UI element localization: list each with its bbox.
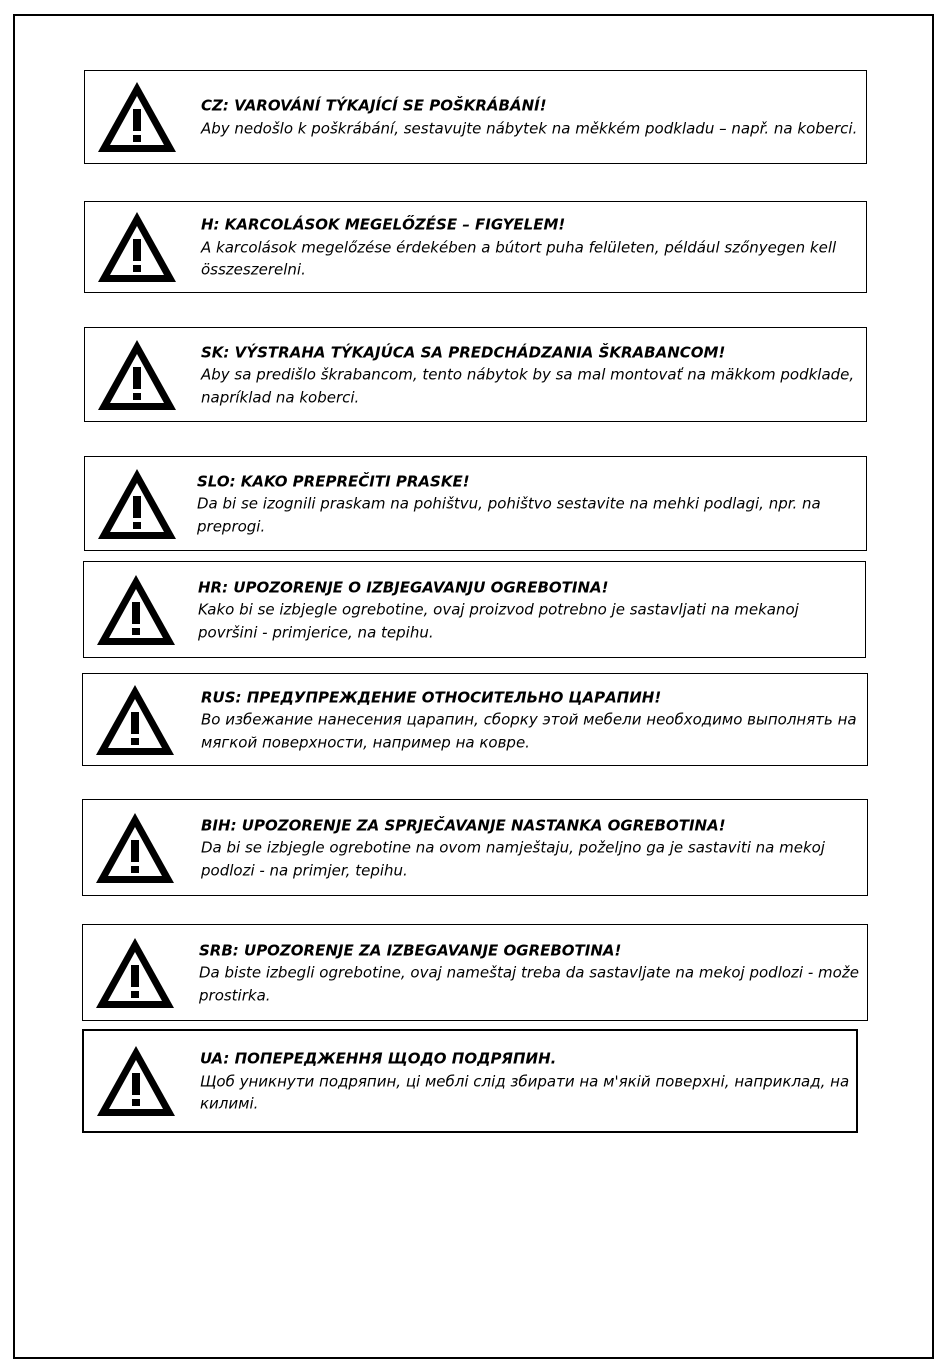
warning-text (201, 814, 859, 882)
warning-box-bih (82, 799, 868, 896)
warning-body: Во избежание нанесения царапин, сборку этой мебели необходимо выполнять на мягкой поверхности, например на ковре. (201, 710, 857, 751)
warning-body: Aby sa predišlo škrabancom, tento nábytok by sa mal montovať na mäkkom podklade, napríklad na koberci. (201, 365, 855, 406)
warning-title: H: KARCOLÁSOK MEGELŐZÉSE – FIGYELEM! (201, 215, 566, 234)
warning-box-sk (84, 327, 867, 422)
warning-triangle-icon (95, 337, 179, 413)
warning-text (201, 686, 863, 754)
warning-text (199, 939, 859, 1007)
warning-box-h (84, 201, 867, 293)
warning-triangle-icon (95, 466, 179, 542)
warning-body: Щоб уникнути подряпин, ці меблі слід збирати на м'якій поверхні, наприклад, на килимі. (200, 1071, 850, 1113)
warning-body: Aby nedošlo k poškrábání, sestavujte nábytek na měkkém podkladu – např. na koberci. (201, 119, 858, 137)
warning-text (197, 470, 858, 538)
warning-box-hr (83, 561, 866, 658)
warning-text (201, 341, 858, 409)
warning-body: Da bi se izognili praskam na pohištvu, pohištvo sestavite na mehki podlagi, npr. na preprogi. (197, 494, 821, 535)
warning-triangle-icon (95, 79, 179, 155)
warning-triangle-icon (93, 810, 177, 886)
warning-text (200, 1047, 850, 1115)
warning-triangle-icon (93, 935, 177, 1011)
warning-text (198, 576, 857, 644)
warning-body: Da biste izbegli ogrebotine, ovaj nameštaj treba da sastavljate na mekoj podlozi - može prostirka. (199, 963, 859, 1004)
warning-title: SK: VÝSTRAHA TÝKAJÚCA SA PREDCHÁDZANIA ŠKRABANCOM! (201, 342, 726, 361)
warning-triangle-icon (94, 572, 178, 648)
warning-body: A karcolások megelőzése érdekében a bútort puha felületen, például szőnyegen kell összeszerelni. (201, 237, 837, 279)
warning-title: SRB: UPOZORENJE ZA IZBEGAVANJE OGREBOTINA! (199, 940, 622, 959)
warning-title: RUS: ПРЕДУПРЕЖДЕНИЕ ОТНОСИТЕЛЬНО ЦАРАПИН! (201, 687, 662, 706)
warning-text (201, 213, 858, 281)
warning-box-rus (82, 673, 868, 766)
warning-title: HR: UPOZORENJE O IZBJEGAVANJU OGREBOTINA! (198, 577, 609, 596)
warning-title: BIH: UPOZORENJE ZA SPRJEČAVANJE NASTANKA OGREBOTINA! (201, 815, 726, 834)
warning-triangle-icon (95, 209, 179, 285)
warning-box-cz (84, 70, 867, 164)
warning-body: Kako bi se izbjegle ogrebotine, ovaj proizvod potrebno je sastavljati na mekanoj površini - primjerice, na tepihu. (198, 600, 799, 641)
warning-title: CZ: VAROVÁNÍ TÝKAJÍCÍ SE POŠKRÁBÁNÍ! (201, 96, 547, 115)
warning-box-slo (84, 456, 867, 551)
warning-box-ua (82, 1029, 858, 1133)
warning-triangle-icon (93, 682, 177, 758)
warning-text (201, 95, 858, 140)
warning-title: UA: ПОПЕРЕДЖЕННЯ ЩОДО ПОДРЯПИН. (200, 1049, 557, 1068)
warning-triangle-icon (94, 1043, 178, 1119)
warning-body: Da bi se izbjegle ogrebotine na ovom namještaju, poželjno ga je sastaviti na mekoj podlozi - na primjer, tepihu. (201, 838, 825, 879)
warning-box-srb (82, 924, 868, 1021)
warning-title: SLO: KAKO PREPREČITI PRASKE! (197, 471, 470, 490)
